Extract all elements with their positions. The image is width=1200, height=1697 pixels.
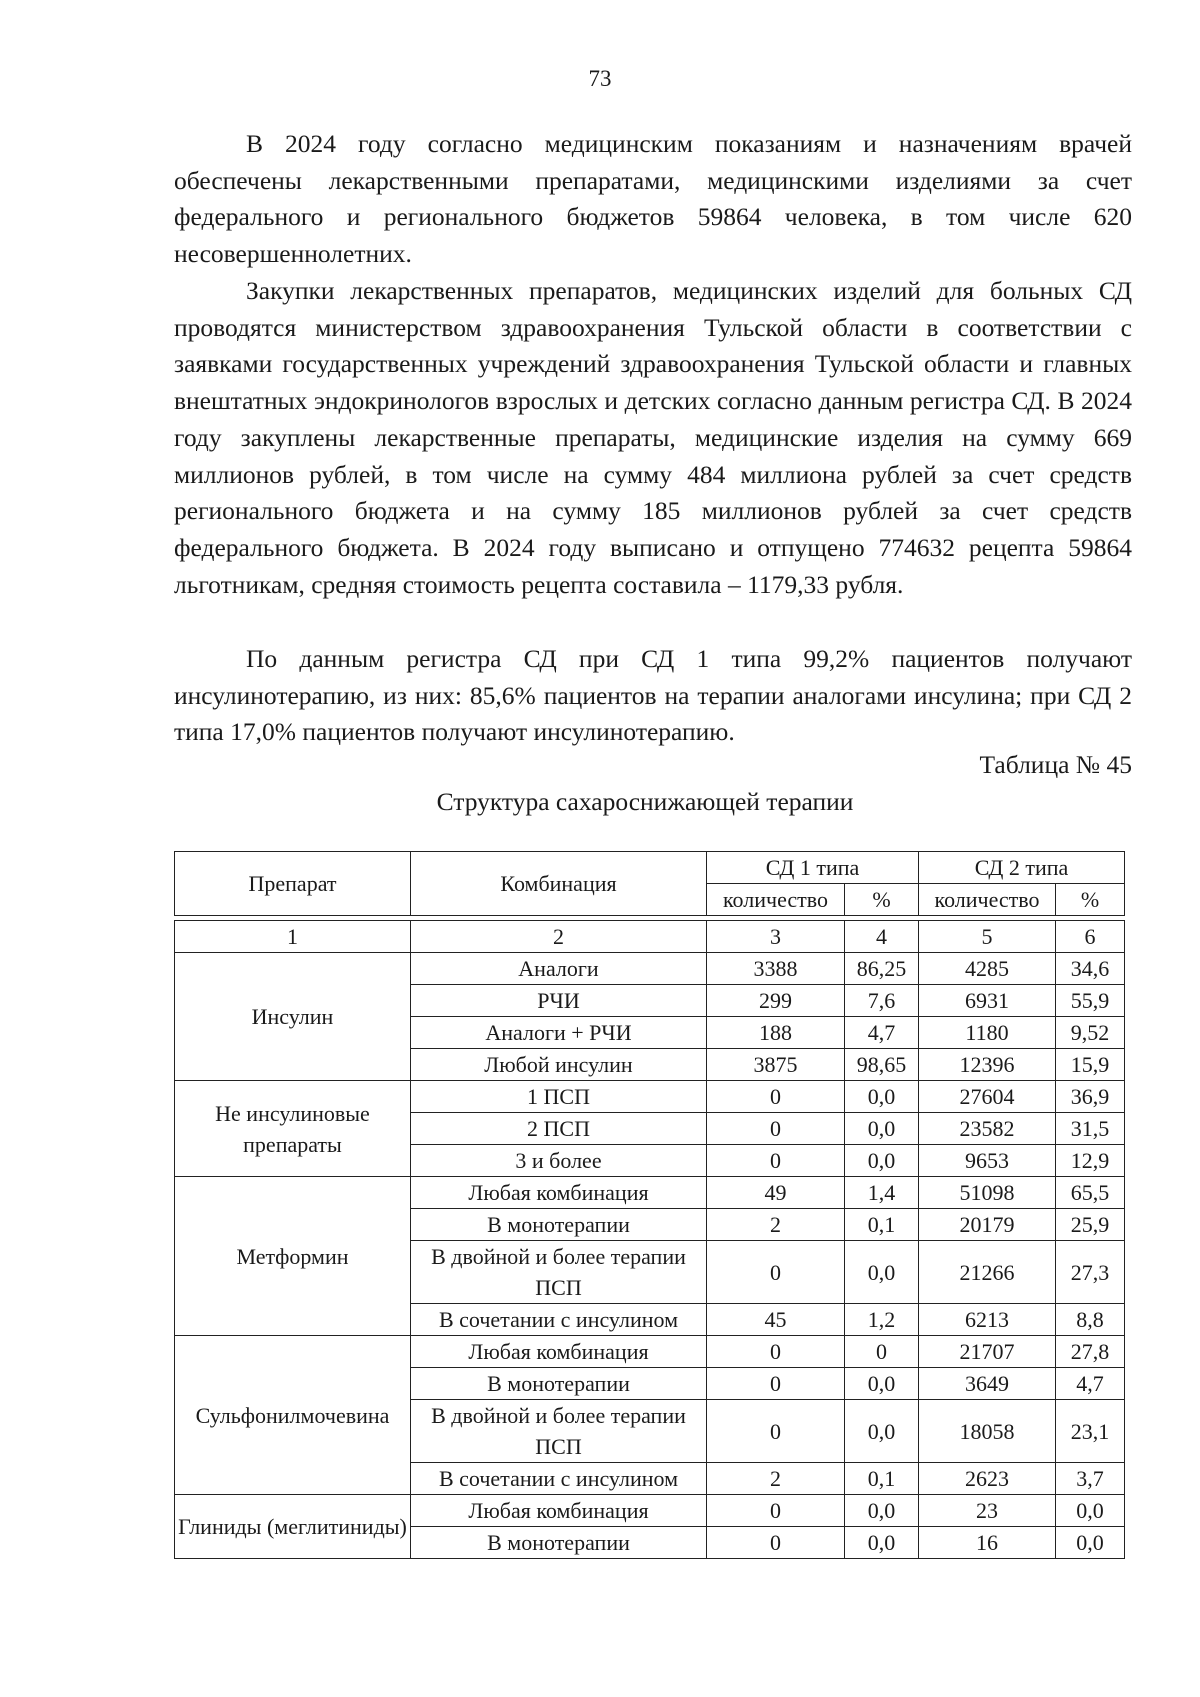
sd2-percent-cell: 55,9 <box>1056 985 1125 1017</box>
combination-cell: 2 ПСП <box>411 1113 707 1145</box>
sd1-percent-cell: 0,1 <box>845 1463 919 1495</box>
sd1-percent-cell: 7,6 <box>845 985 919 1017</box>
therapy-table <box>174 851 1125 1559</box>
sd1-percent-cell: 0,0 <box>845 1145 919 1177</box>
sd2-percent-cell: 4,7 <box>1056 1368 1125 1400</box>
table-number: Таблица № 45 <box>979 750 1132 779</box>
sd1-count-cell: 188 <box>707 1017 845 1049</box>
sd2-count-cell: 23 <box>919 1495 1056 1527</box>
table-row <box>175 1336 1125 1368</box>
sd1-count-cell: 45 <box>707 1304 845 1336</box>
col-number: 6 <box>1056 921 1125 953</box>
sd1-count-cell: 0 <box>707 1368 845 1400</box>
sd2-percent-cell: 25,9 <box>1056 1209 1125 1241</box>
paragraph-3 <box>174 641 1132 751</box>
combination-cell: В двойной и более терапии ПСП <box>411 1241 707 1304</box>
sd1-percent-cell: 0,0 <box>845 1400 919 1463</box>
sd2-percent-cell: 15,9 <box>1056 1049 1125 1081</box>
sd1-count-cell: 0 <box>707 1495 845 1527</box>
sd2-count-cell: 16 <box>919 1527 1056 1559</box>
sd2-percent-cell: 23,1 <box>1056 1400 1125 1463</box>
sd2-count-cell: 21266 <box>919 1241 1056 1304</box>
drug-cell: Глиниды (меглитиниды) <box>175 1495 411 1559</box>
col-number: 2 <box>411 921 707 953</box>
sd1-count-cell: 0 <box>707 1081 845 1113</box>
sd2-percent-cell: 3,7 <box>1056 1463 1125 1495</box>
sd1-percent-cell: 0,0 <box>845 1495 919 1527</box>
paragraph-text: В 2024 году согласно медицинским показаниям и назначениям врачей обеспечены лекарственными препаратами, медицинскими изделиями за счет федерального и регионального бюджетов 59864 человека, в том числе 620 несовершеннолетних. <box>174 129 1132 269</box>
sd1-count-cell: 0 <box>707 1241 845 1304</box>
combination-cell: 3 и более <box>411 1145 707 1177</box>
paragraph-text: По данным регистра СД при СД 1 типа 99,2% пациентов получают инсулинотерапию, из них: 85,6% пациентов на терапии аналогами инсулина; при СД 2 типа 17,0% пациентов получают инсулинотерапию. <box>174 644 1132 747</box>
header-combination: Комбинация <box>411 852 707 916</box>
paragraph-text: Закупки лекарственных препаратов, медицинских изделий для больных СД проводятся министерством здравоохранения Тульской области в соответствии с заявками государственных учреждений здравоохранения Тульской области и главных внештатных эндокринологов взрослых и детских согласно данным регистра СД. В 2024 году закуплены лекарственные препараты, медицинские изделия на сумму 669 миллионов рублей, в том числе на сумму 484 миллиона рублей за счет средств регионального бюджета и на сумму 185 миллионов рублей за счет средств федерального бюджета. В 2024 году выписано и отпущено 774632 рецепта 59864 льготникам, средняя стоимость рецепта составила – 1179,33 рубля. <box>174 276 1132 599</box>
header-sd2: СД 2 типа <box>919 852 1125 884</box>
sd1-count-cell: 0 <box>707 1336 845 1368</box>
sd1-count-cell: 0 <box>707 1527 845 1559</box>
sd2-count-cell: 20179 <box>919 1209 1056 1241</box>
sd2-count-cell: 3649 <box>919 1368 1056 1400</box>
combination-cell: В сочетании с инсулином <box>411 1304 707 1336</box>
combination-cell: Любая комбинация <box>411 1336 707 1368</box>
sd2-percent-cell: 36,9 <box>1056 1081 1125 1113</box>
col-number: 1 <box>175 921 411 953</box>
sd2-percent-cell: 0,0 <box>1056 1495 1125 1527</box>
combination-cell: Аналоги + РЧИ <box>411 1017 707 1049</box>
sd1-percent-cell: 0,1 <box>845 1209 919 1241</box>
table-row <box>175 953 1125 985</box>
sd2-percent-cell: 9,52 <box>1056 1017 1125 1049</box>
header-drug: Препарат <box>175 852 411 916</box>
sd1-percent-cell: 1,4 <box>845 1177 919 1209</box>
sd1-percent-cell: 0,0 <box>845 1527 919 1559</box>
sd2-percent-cell: 0,0 <box>1056 1527 1125 1559</box>
drug-cell: Сульфонилмочевина <box>175 1336 411 1495</box>
col-number: 5 <box>919 921 1056 953</box>
combination-cell: Аналоги <box>411 953 707 985</box>
combination-cell: Любой инсулин <box>411 1049 707 1081</box>
combination-cell: РЧИ <box>411 985 707 1017</box>
sd1-count-cell: 0 <box>707 1400 845 1463</box>
sd1-percent-cell: 0 <box>845 1336 919 1368</box>
combination-cell: В монотерапии <box>411 1527 707 1559</box>
sd2-percent-cell: 27,3 <box>1056 1241 1125 1304</box>
sd2-count-cell: 18058 <box>919 1400 1056 1463</box>
sd2-percent-cell: 12,9 <box>1056 1145 1125 1177</box>
combination-cell: 1 ПСП <box>411 1081 707 1113</box>
sd2-count-cell: 2623 <box>919 1463 1056 1495</box>
sd1-count-cell: 2 <box>707 1209 845 1241</box>
header-sd2-count: количество <box>919 884 1056 916</box>
sd2-count-cell: 1180 <box>919 1017 1056 1049</box>
header-sd1-count: количество <box>707 884 845 916</box>
sd2-count-cell: 6213 <box>919 1304 1056 1336</box>
sd1-percent-cell: 1,2 <box>845 1304 919 1336</box>
sd1-count-cell: 3875 <box>707 1049 845 1081</box>
header-sd2-percent: % <box>1056 884 1125 916</box>
sd1-percent-cell: 0,0 <box>845 1081 919 1113</box>
sd2-count-cell: 27604 <box>919 1081 1056 1113</box>
sd1-percent-cell: 0,0 <box>845 1113 919 1145</box>
sd1-percent-cell: 0,0 <box>845 1368 919 1400</box>
sd1-percent-cell: 98,65 <box>845 1049 919 1081</box>
drug-cell: Метформин <box>175 1177 411 1336</box>
sd2-count-cell: 9653 <box>919 1145 1056 1177</box>
sd1-percent-cell: 4,7 <box>845 1017 919 1049</box>
header-sd1-percent: % <box>845 884 919 916</box>
sd2-percent-cell: 31,5 <box>1056 1113 1125 1145</box>
sd1-count-cell: 0 <box>707 1113 845 1145</box>
sd2-percent-cell: 65,5 <box>1056 1177 1125 1209</box>
sd2-percent-cell: 34,6 <box>1056 953 1125 985</box>
header-sd1: СД 1 типа <box>707 852 919 884</box>
sd2-count-cell: 23582 <box>919 1113 1056 1145</box>
table-row <box>175 1081 1125 1113</box>
sd1-count-cell: 2 <box>707 1463 845 1495</box>
sd2-count-cell: 12396 <box>919 1049 1056 1081</box>
combination-cell: В сочетании с инсулином <box>411 1463 707 1495</box>
combination-cell: Любая комбинация <box>411 1495 707 1527</box>
sd1-percent-cell: 86,25 <box>845 953 919 985</box>
sd1-percent-cell: 0,0 <box>845 1241 919 1304</box>
sd1-count-cell: 49 <box>707 1177 845 1209</box>
paragraph-2 <box>174 273 1132 603</box>
col-number: 4 <box>845 921 919 953</box>
combination-cell: В монотерапии <box>411 1368 707 1400</box>
drug-cell: Инсулин <box>175 953 411 1081</box>
page-number: 73 <box>588 66 612 91</box>
combination-cell: Любая комбинация <box>411 1177 707 1209</box>
sd2-count-cell: 21707 <box>919 1336 1056 1368</box>
col-number: 3 <box>707 921 845 953</box>
sd2-count-cell: 51098 <box>919 1177 1056 1209</box>
drug-cell: Не инсулиновые препараты <box>175 1081 411 1177</box>
table-title: Структура сахароснижающей терапии <box>436 787 854 816</box>
combination-cell: В монотерапии <box>411 1209 707 1241</box>
sd2-percent-cell: 8,8 <box>1056 1304 1125 1336</box>
paragraph-1 <box>174 126 1132 273</box>
sd2-count-cell: 4285 <box>919 953 1056 985</box>
sd2-count-cell: 6931 <box>919 985 1056 1017</box>
combination-cell: В двойной и более терапии ПСП <box>411 1400 707 1463</box>
sd2-percent-cell: 27,8 <box>1056 1336 1125 1368</box>
sd1-count-cell: 299 <box>707 985 845 1017</box>
table-row <box>175 1495 1125 1527</box>
table-body <box>175 953 1125 1559</box>
sd1-count-cell: 0 <box>707 1145 845 1177</box>
table-row <box>175 1177 1125 1209</box>
sd1-count-cell: 3388 <box>707 953 845 985</box>
